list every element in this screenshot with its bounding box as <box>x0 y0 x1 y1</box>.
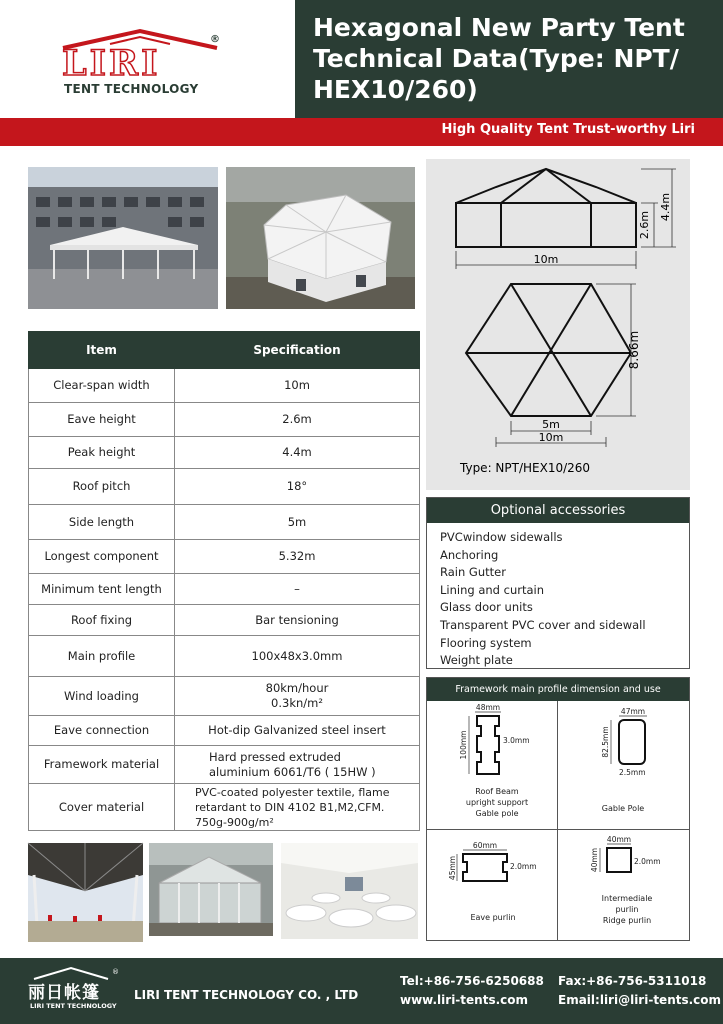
spec-value: – <box>175 574 420 605</box>
profile-height-label: 82.5mm <box>601 726 610 758</box>
table-row <box>29 540 420 574</box>
profile-width-label: 48mm <box>475 703 501 712</box>
profile-use-line: purlin <box>615 905 639 914</box>
profile-use-caption <box>447 786 547 819</box>
specification-table <box>28 331 420 831</box>
width-label: 10m <box>533 253 559 266</box>
table-row <box>29 469 420 505</box>
spec-item: Roof pitch <box>29 469 175 505</box>
photo-tent-banquet-interior <box>281 843 418 939</box>
profile-height-label: 45mm <box>448 855 457 881</box>
spec-value: 4.4m <box>175 437 420 469</box>
accessories-list <box>440 529 646 670</box>
profile-use-caption <box>573 803 673 814</box>
fax-number: Fax:+86-756-5311018 <box>558 974 707 988</box>
profile-width-label: 60mm <box>472 841 498 850</box>
table-row <box>29 605 420 636</box>
spec-value-line: Hard pressed extruded <box>209 749 341 764</box>
profile-thickness-label: 2.0mm <box>510 862 537 871</box>
tagline: High Quality Tent Trust-worthy Liri <box>441 122 695 137</box>
spec-value-line: 80km/hour <box>265 681 329 695</box>
profile-section-roof-beam <box>455 703 555 786</box>
footer-registered-mark: ® <box>112 968 119 976</box>
list-item: Anchoring <box>440 547 499 562</box>
framework-profile-panel <box>426 677 690 941</box>
profile-use-line: upright support <box>465 798 529 807</box>
type-label: Type: NPT/HEX10/260 <box>460 461 591 475</box>
photo-tent-top-view <box>226 167 415 309</box>
spec-item: Eave connection <box>29 716 175 746</box>
spec-item: Cover material <box>29 784 175 831</box>
spec-item: Main profile <box>29 636 175 677</box>
photo-transparent-tent <box>149 843 273 936</box>
technical-drawing-panel <box>426 159 690 490</box>
spec-value: 100x48x3.0mm <box>175 636 420 677</box>
spec-value <box>175 677 420 716</box>
spec-value: 2.6m <box>175 403 420 437</box>
list-item: Transparent PVC cover and sidewall <box>440 617 646 632</box>
spec-value-line: aluminium 6061/T6 ( 15HW ) <box>209 764 376 779</box>
profile-use-line: Gable pole <box>475 809 519 818</box>
photo-tent-interior-roof <box>28 843 143 942</box>
profile-use-line: Roof Beam <box>475 787 519 796</box>
header-logo-area <box>0 0 295 118</box>
spec-item: Framework material <box>29 746 175 784</box>
logo-wordmark: LIRI <box>62 43 161 84</box>
tent-dimension-drawing <box>426 159 690 490</box>
table-row <box>29 505 420 540</box>
footer <box>0 958 723 1024</box>
profile-use-caption <box>577 893 677 926</box>
profile-use-line: Ridge purlin <box>602 916 652 925</box>
table-row <box>29 636 420 677</box>
footer-logo-english: LIRI TENT TECHNOLOGY <box>30 1002 117 1010</box>
list-item: Flooring system <box>440 635 532 650</box>
list-item: PVCwindow sidewalls <box>440 530 563 544</box>
page-title: Hexagonal New Party Tent Technical Data(Type: NPT/ HEX10/260) <box>313 13 685 104</box>
spec-value: 5.32m <box>175 540 420 574</box>
spec-value-line: 0.3kn/m² <box>271 696 323 710</box>
photo-tent-exterior-building <box>28 167 218 309</box>
footer-logo-chinese: 丽日帐篷 <box>28 983 100 1003</box>
profile-use-line: Eave purlin <box>470 913 516 922</box>
table-row <box>29 784 420 831</box>
profile-section-eave-purlin <box>449 838 553 908</box>
list-item: Lining and curtain <box>440 582 544 597</box>
logo-subtitle: TENT TECHNOLOGY <box>64 82 199 96</box>
profile-use-line: Intermediale <box>601 894 653 903</box>
spec-value: 10m <box>175 369 420 403</box>
spec-value <box>175 746 420 784</box>
phone-number: Tel:+86-756-6250688 <box>400 974 544 988</box>
spec-item: Peak height <box>29 437 175 469</box>
spec-item: Longest component <box>29 540 175 574</box>
table-row <box>29 677 420 716</box>
spec-value <box>175 784 420 831</box>
profile-use-caption <box>443 912 543 923</box>
profile-height-label: 40mm <box>590 847 599 873</box>
optional-accessories-title: Optional accessories <box>427 498 689 523</box>
list-item: Rain Gutter <box>440 565 506 580</box>
table-header-row <box>29 332 420 369</box>
spec-item: Minimum tent length <box>29 574 175 605</box>
profile-width-label: 47mm <box>620 707 646 716</box>
profile-use-line: Gable Pole <box>601 804 645 813</box>
spec-value: Bar tensioning <box>175 605 420 636</box>
framework-title: Framework main profile dimension and use <box>427 678 689 701</box>
table-row <box>29 574 420 605</box>
profile-height-label: 100mm <box>459 730 468 760</box>
table-row <box>29 746 420 784</box>
profile-section-intermediate-purlin <box>585 836 685 896</box>
profile-width-label: 40mm <box>606 835 632 844</box>
spec-value-line: 750g-900g/m² <box>195 815 274 829</box>
website-link[interactable]: www.liri-tents.com <box>400 993 529 1007</box>
depth-label: 8.66m <box>627 330 641 370</box>
table-row <box>29 716 420 746</box>
profile-thickness-label: 2.0mm <box>634 857 661 866</box>
spec-item: Roof fixing <box>29 605 175 636</box>
list-item: Weight plate <box>440 653 513 668</box>
profile-thickness-label: 3.0mm <box>503 736 530 745</box>
table-row <box>29 437 420 469</box>
column-header-specification: Specification <box>175 332 420 369</box>
spec-value: Hot-dip Galvanized steel insert <box>175 716 420 746</box>
logo-registered-mark: ® <box>210 34 220 45</box>
spec-value: 5m <box>175 505 420 540</box>
side-length-label: 5m <box>542 418 560 431</box>
spec-item: Wind loading <box>29 677 175 716</box>
email-link[interactable]: Email:liri@liri-tents.com <box>558 993 722 1007</box>
company-name: LIRI TENT TECHNOLOGY CO. , LTD <box>134 988 359 1002</box>
optional-accessories-panel <box>426 497 690 669</box>
profile-grid-divider <box>557 701 558 940</box>
spec-item: Clear-span width <box>29 369 175 403</box>
profile-thickness-label: 2.5mm <box>619 768 646 777</box>
spec-value: 18° <box>175 469 420 505</box>
column-header-item: Item <box>29 332 175 369</box>
table-row <box>29 403 420 437</box>
list-item: Glass door units <box>440 600 533 615</box>
peak-height-label: 4.4m <box>659 192 672 222</box>
profile-section-gable-pole <box>589 708 685 788</box>
eave-height-label: 2.6m <box>638 210 651 240</box>
spec-item: Side length <box>29 505 175 540</box>
spec-item: Eave height <box>29 403 175 437</box>
spec-value-line: retardant to DIN 4102 B1,M2,CFM. <box>195 800 385 814</box>
table-row <box>29 369 420 403</box>
profile-grid-divider <box>427 829 689 830</box>
plan-width-label: 10m <box>538 431 564 444</box>
spec-value-line: PVC-coated polyester textile, flame <box>195 785 390 799</box>
